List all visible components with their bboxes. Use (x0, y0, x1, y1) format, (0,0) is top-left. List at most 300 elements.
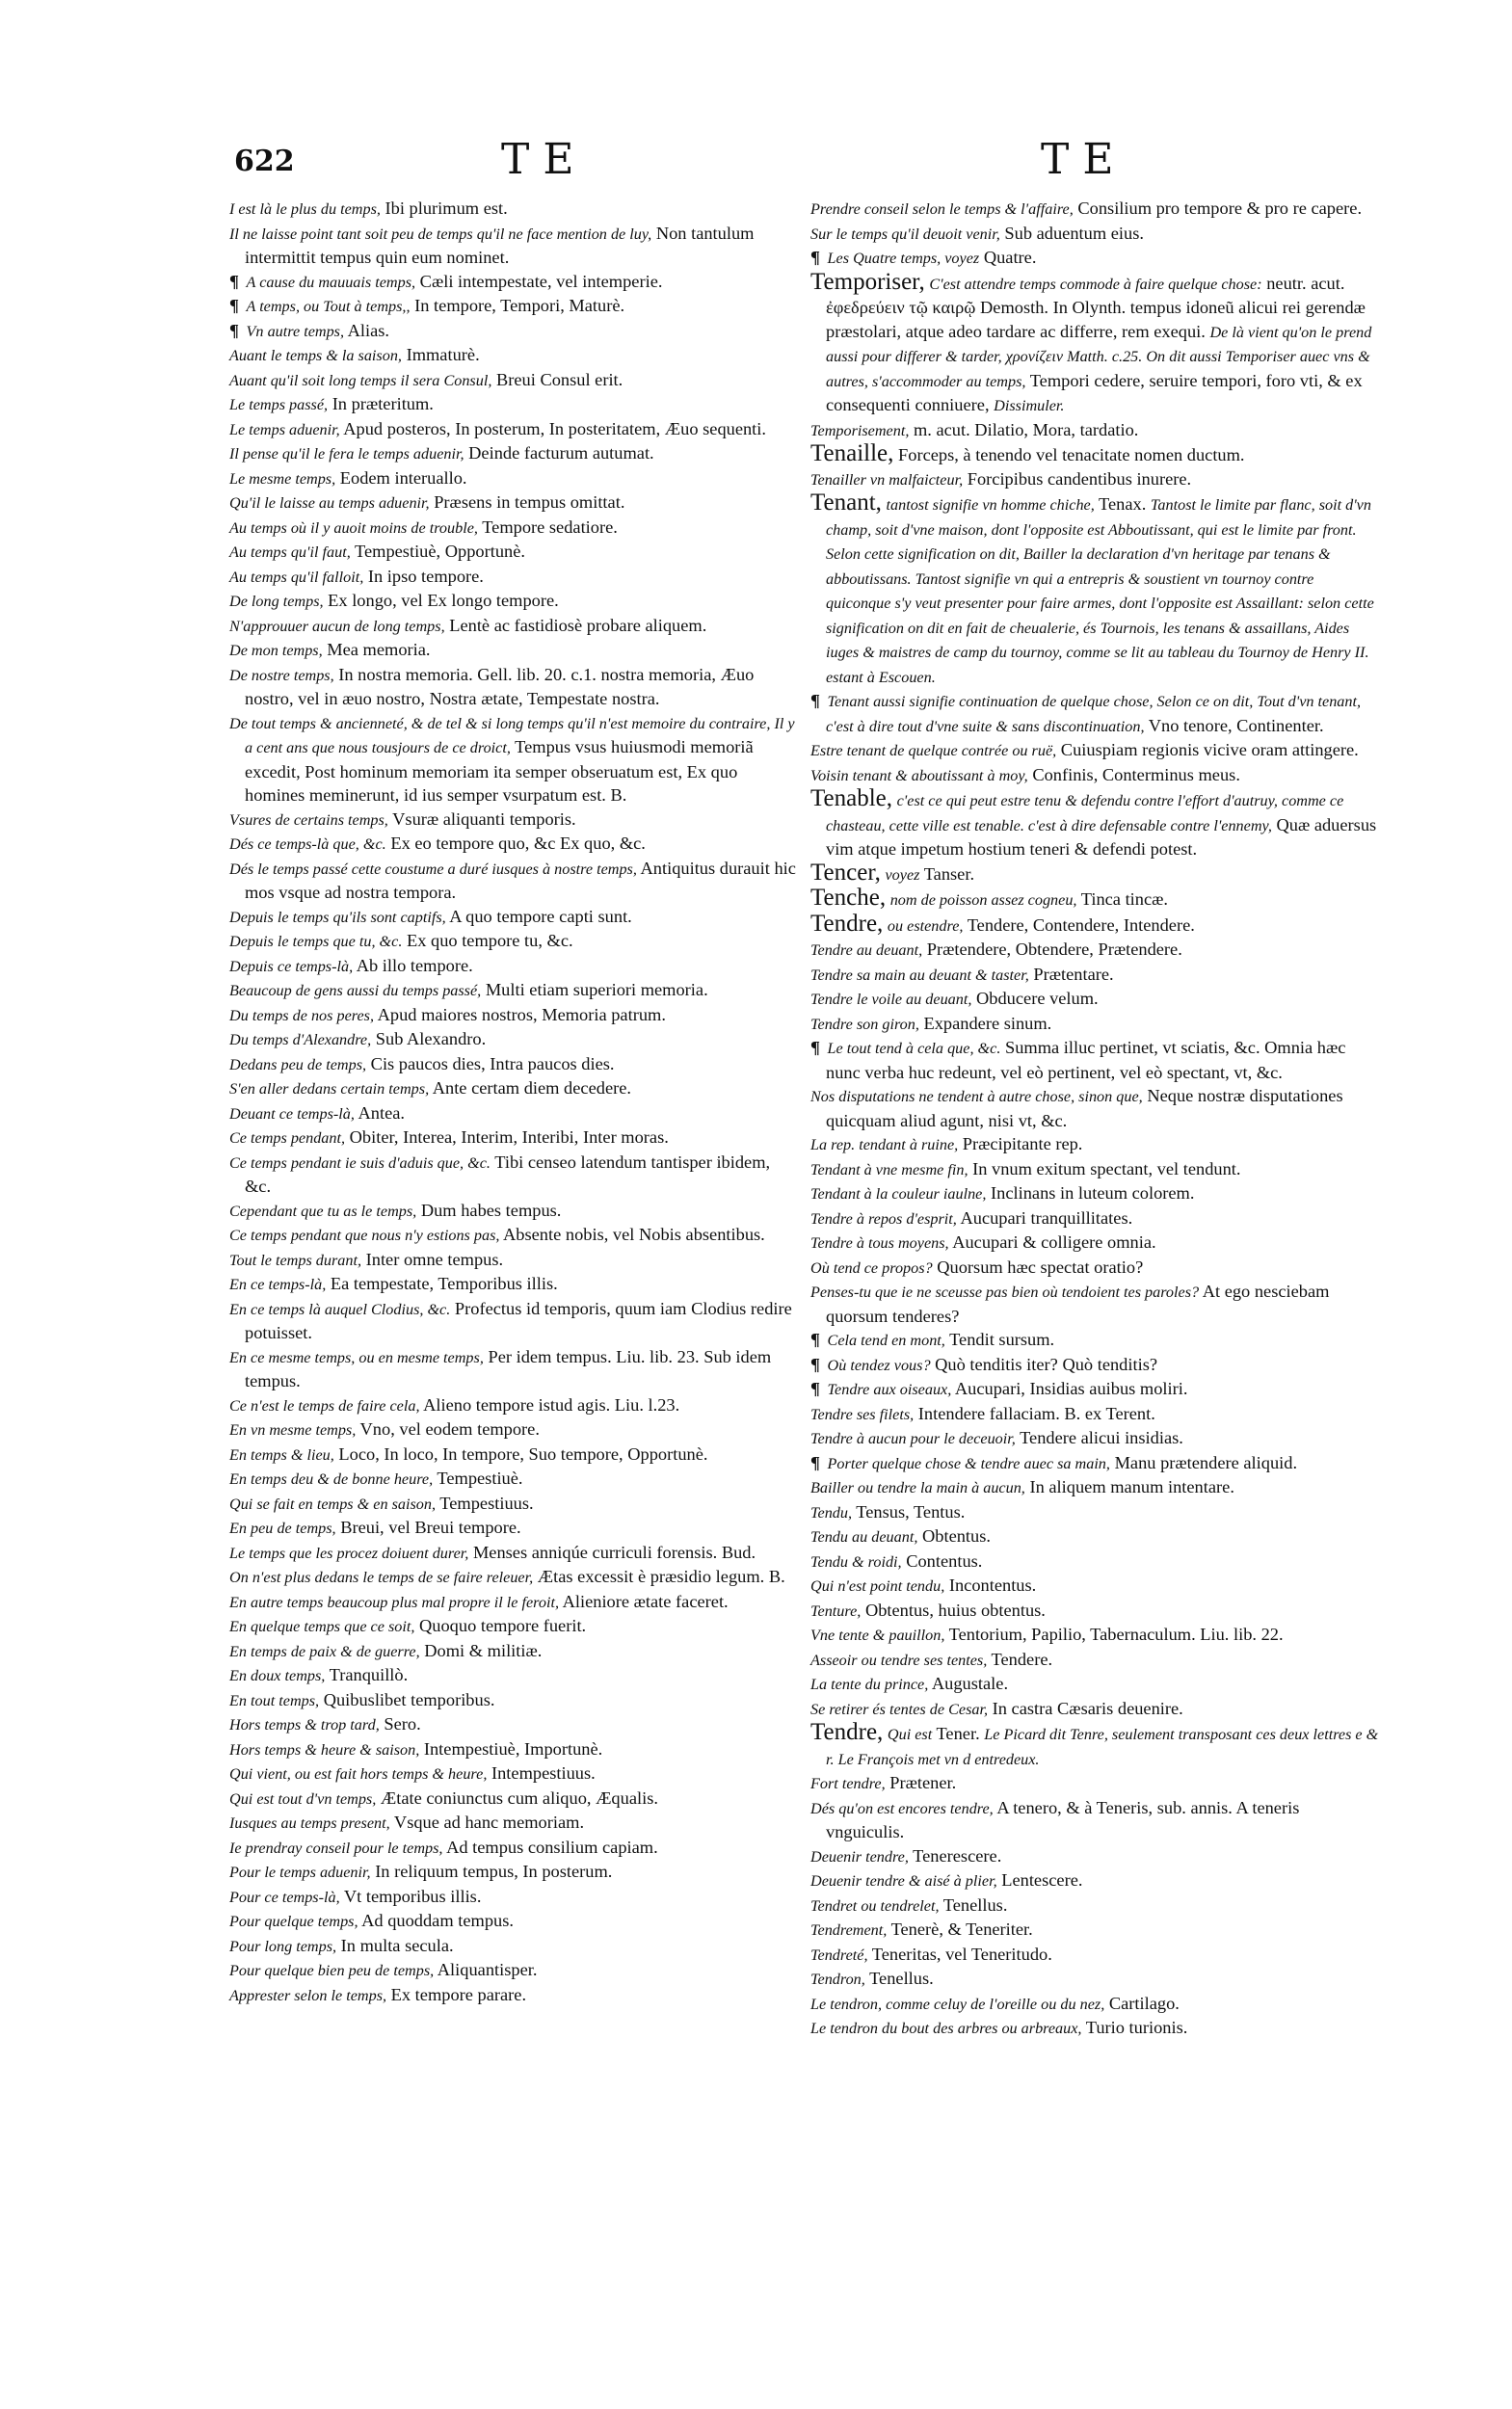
dictionary-entry (229, 1151, 796, 1199)
french-text: A temps, ou Tout à temps,, (246, 298, 411, 315)
latin-text: Inclinans in luteum colorem. (991, 1183, 1195, 1203)
latin-text: Tempestiuus. (439, 1493, 534, 1513)
dictionary-entry (229, 197, 796, 222)
latin-text: Augustale. (931, 1674, 1009, 1693)
latin-text: Cis paucos dies, Intra paucos dies. (370, 1053, 615, 1073)
latin-text: Ætas excessit è præsidio legum. B. (537, 1567, 785, 1586)
latin-text: In vnum exitum spectant, vel tendunt. (972, 1158, 1241, 1178)
pilcrow-mark: ¶ (810, 1452, 820, 1472)
french-text: A cause du mauuais temps, (246, 273, 416, 291)
latin-text: Tibi censeo latendum tantisper ibidem, &c. (245, 1152, 771, 1196)
french-text: Qui vient, ou est fait hors temps & heure, (229, 1765, 488, 1783)
dictionary-entry (229, 1590, 796, 1615)
french-text: Tendreté, (810, 1946, 868, 1964)
dictionary-entry (229, 857, 796, 905)
french-text: En peu de temps, (229, 1520, 336, 1537)
dictionary-entry (810, 963, 1381, 988)
latin-text: Lentè ac fastidiosè probare aliquem. (449, 615, 707, 635)
latin-text: Tenerè, & Teneriter. (890, 1919, 1033, 1939)
dictionary-entry (810, 1036, 1381, 1084)
dictionary-entry (810, 738, 1381, 763)
dictionary-entry (229, 954, 796, 979)
french-text: En ce temps là auquel Clodius, &c. (229, 1300, 451, 1318)
french-text: En vn mesme temps, (229, 1421, 357, 1439)
dictionary-entry (229, 1052, 796, 1077)
pilcrow-mark: ¶ (810, 1330, 820, 1349)
latin-text: ἐφεδρεύειν τῷ καιρῷ (826, 298, 976, 317)
dictionary-entry (810, 1549, 1381, 1575)
dictionary-entry (229, 663, 796, 711)
latin-text: Incontentus. (948, 1575, 1037, 1595)
latin-text: Vt temporibus illis. (343, 1886, 482, 1906)
french-text: En ce mesme temps, ou en mesme temps, (229, 1348, 484, 1366)
latin-text: Aucupari tranquillitates. (960, 1207, 1133, 1228)
french-text: Vsures de certains temps, (229, 810, 388, 829)
french-text: Tendrement, (810, 1921, 888, 1939)
dictionary-entry (810, 1992, 1381, 2017)
french-text: En tout temps, (229, 1691, 320, 1709)
french-text: Estre tenant de quelque contrée ou ruë, (810, 742, 1057, 759)
dictionary-entry (229, 368, 796, 393)
left-column (229, 197, 796, 2007)
dictionary-entry (229, 589, 796, 614)
french-text: En doux temps, (229, 1667, 326, 1684)
dictionary-entry (810, 1918, 1381, 1943)
french-text: De long temps, (229, 593, 324, 610)
latin-text: Teneritas, vel Teneritudo. (871, 1944, 1052, 1964)
dictionary-entry (810, 1868, 1381, 1893)
latin-text: Deinde facturum autumat. (468, 443, 654, 463)
latin-text: Multi etiam superiori memoria. (485, 980, 708, 999)
dictionary-entry (229, 1125, 796, 1151)
french-text: Où tendez vous? (827, 1356, 931, 1374)
french-text: Tendant à la couleur iaulne, (810, 1185, 987, 1203)
dictionary-entry (229, 1272, 796, 1297)
french-text: Le temps passé, (229, 396, 329, 413)
latin-text: Cuiuspiam regionis vicive oram attingere. (1060, 740, 1359, 759)
dictionary-entry (810, 1943, 1381, 1968)
latin-text: Profectus id temporis, quum iam Clodius redire potuisset. (245, 1298, 792, 1342)
dictionary-entry (229, 1516, 796, 1541)
latin-text: Quò tenditis iter? Quò tenditis? (935, 1354, 1158, 1374)
running-head-right: TE (1041, 135, 1127, 184)
dictionary-entry (229, 1467, 796, 1492)
french-text: Se retirer és tentes de Cesar, (810, 1700, 989, 1718)
dictionary-entry (229, 1958, 796, 1983)
latin-text: Vsuræ aliquanti temporis. (392, 808, 576, 829)
dictionary-entry (810, 1328, 1381, 1353)
latin-text: Quæ aduersus vim atque impetum hostium teneri & defendi potest. (826, 814, 1377, 859)
dictionary-entry (229, 417, 796, 442)
french-text: Beaucoup de gens aussi du temps passé, (229, 982, 482, 999)
latin-text: Domi & militiæ. (424, 1640, 543, 1660)
dictionary-entry (810, 763, 1381, 788)
dictionary-entry (229, 807, 796, 833)
latin-text: Consilium pro tempore & pro re capere. (1077, 199, 1363, 218)
latin-text: Apud maiores nostros, Memoria patrum. (377, 1004, 666, 1024)
latin-text: Dum habes tempus. (420, 1200, 562, 1220)
french-text: Nos disputations ne tendent à autre chose, sinon que, (810, 1088, 1143, 1105)
dictionary-entry (229, 1199, 796, 1224)
french-text: Tenailler vn malfaicteur, (810, 470, 964, 489)
dictionary-entry (810, 1771, 1381, 1796)
french-text: Vn autre temps, (246, 322, 345, 340)
dictionary-entry (810, 1451, 1381, 1476)
latin-text: At ego nesciebam quorsum tenderes? (826, 1282, 1330, 1326)
dictionary-entry (229, 294, 796, 319)
latin-text: In tempore, Tempori, Maturè. (414, 296, 625, 315)
dictionary-entry (229, 1811, 796, 1836)
dictionary-entry (229, 978, 796, 1003)
french-text: N'approuuer aucun de long temps, (229, 617, 445, 635)
latin-text: Tinca tincæ. (1080, 889, 1169, 909)
latin-text: Tensus, Tentus. (856, 1501, 966, 1522)
latin-text: Ætate coniunctus cum aliquo, Æqualis. (380, 1787, 658, 1808)
dictionary-entry (229, 638, 796, 663)
latin-text: Contentus. (906, 1550, 983, 1571)
pilcrow-mark: ¶ (810, 1354, 820, 1374)
latin-text: Inter omne tempus. (365, 1249, 504, 1269)
latin-text: Obiter, Interea, Interim, Interibi, Inter moras. (349, 1127, 669, 1147)
french-text: Vne tente & pauillon, (810, 1627, 945, 1644)
latin-text: Lentescere. (1001, 1870, 1083, 1890)
dictionary-entry (229, 490, 796, 516)
french-text: Au temps qu'il faut, (229, 543, 351, 561)
french-text: Tendre son giron, (810, 1015, 919, 1033)
french-text: Ce temps pendant ie suis d'aduis que, &c. (229, 1153, 491, 1172)
french-text: Tendre au deuant, (810, 941, 923, 959)
headword: Tenable, (810, 785, 893, 811)
dictionary-entry (229, 222, 796, 270)
dictionary-entry (229, 1565, 796, 1590)
headword: Tenant, (810, 490, 882, 516)
dictionary-entry (810, 910, 1381, 939)
dictionary-entry (229, 1983, 796, 2008)
french-text: Cela tend en mont, (827, 1332, 945, 1349)
running-head-left: TE (501, 135, 588, 184)
latin-text: Tempestiuè. (437, 1469, 523, 1488)
french-text: En temps de paix & de guerre, (229, 1642, 420, 1660)
latin-text: Ad quoddam tempus. (361, 1911, 514, 1930)
latin-text: Tenerescere. (913, 1845, 1002, 1866)
dictionary-entry (229, 1345, 796, 1393)
latin-text: Forceps, à tenendo vel tenacitate nomen ductum. (898, 445, 1245, 464)
latin-text: Sub Alexandro. (375, 1029, 487, 1048)
latin-text: In nostra memoria. Gell. lib. 20. c.1. nostra memoria, Æuo nostro, vel in æuo nostro, Nostra ætate, Tempestate nostra. (245, 664, 755, 708)
french-text: Tendre ses filets, (810, 1405, 915, 1423)
latin-text: Ab illo tempore. (356, 955, 473, 975)
french-text: Qui est tout d'vn temps, (229, 1789, 377, 1808)
latin-text: Manu prætendere aliquid. (1114, 1452, 1298, 1472)
french-text: Tendant à vne mesme fin, (810, 1160, 968, 1178)
dictionary-entry (229, 343, 796, 368)
french-text: Tantost le limite par flanc, soit d'vn champ, soit d'vne maison, dont l'opposite est Abboutissant, qui est le limite par front. Selon cette signification on dit, Bailler la declaration d'vn heritage par tenans & abboutissans. Tantost signifie vn qui a entrepris & soustient vn tournoy contre quiconque s'y veut presenter pour faire armes, dont l'opposite est Assaillant: selon cette signification on dit en fait de cheualerie, és Tournois, les tenans & assaillans, Aides iuges & maistres de camp du tournoy, comme se lit au tableau du Tournoy de Henry II. estant à Escouen. (826, 496, 1374, 686)
latin-text: Tendere. (991, 1649, 1053, 1669)
dictionary-entry (229, 1639, 796, 1664)
latin-text: Vsque ad hanc memoriam. (393, 1813, 585, 1832)
dictionary-entry (229, 1027, 796, 1052)
dictionary-entry (810, 1084, 1381, 1132)
dictionary-entry (810, 2016, 1381, 2041)
french-text: Le tendron, comme celuy de l'oreille ou du nez, (810, 1995, 1105, 2013)
latin-text: A tenero, & à Teneris, sub. annis. A teneris vnguiculis. (826, 1797, 1300, 1841)
dictionary-entry (810, 222, 1381, 247)
dictionary-entry (810, 1796, 1381, 1844)
dictionary-entry (229, 614, 796, 639)
latin-text: Tempori cedere, seruire tempori, foro vti, & ex consequenti conniuere, (826, 370, 1363, 414)
dictionary-entry (229, 1909, 796, 1934)
french-text: Deuenir tendre & aisé à plier, (810, 1872, 997, 1890)
latin-text: Quatre. (983, 248, 1037, 267)
dictionary-entry (810, 689, 1381, 738)
latin-text: Aliquantisper. (437, 1960, 538, 1979)
french-text: Dissimuler. (994, 397, 1065, 414)
latin-text: Intendere fallaciam. B. ex Terent. (917, 1403, 1155, 1423)
french-text: Tendret ou tendrelet, (810, 1896, 940, 1915)
pilcrow-mark: ¶ (810, 1038, 820, 1057)
latin-text: Tenellus. (942, 1894, 1008, 1915)
french-text: Iusques au temps present, (229, 1814, 390, 1832)
french-text: S'en aller dedans certain temps, (229, 1080, 430, 1098)
dictionary-entry (810, 1524, 1381, 1549)
headword: Tencer, (810, 859, 881, 886)
dictionary-entry (229, 711, 796, 807)
dictionary-entry (229, 516, 796, 541)
dictionary-entry (810, 1721, 1381, 1771)
latin-text: Demosth. In Olynth. tempus idoneũ alicui rei gerendæ præstolari, atque adeo tardare ac differre, rem exequi. (826, 298, 1366, 341)
french-text: Depuis le temps qu'ils sont captifs, (229, 908, 446, 926)
latin-text: Tentorium, Papilio, Tabernaculum. Liu. lib. 22. (948, 1625, 1284, 1644)
latin-text: Ea tempestate, Temporibus illis. (330, 1274, 558, 1293)
french-text: Asseoir ou tendre ses tentes, (810, 1651, 988, 1669)
latin-text: Prætendere, Obtendere, Prætendere. (926, 940, 1182, 959)
dictionary-entry (229, 1443, 796, 1468)
latin-text: Intempestiuè, Importunè. (423, 1738, 603, 1759)
latin-text: Antiquitus durauit hic mos vsque ad nostra tempora. (245, 858, 796, 902)
dictionary-entry (229, 441, 796, 466)
french-text: Pour ce temps-là, (229, 1888, 340, 1906)
right-column (810, 197, 1381, 2041)
french-text: Le temps aduenir, (229, 420, 340, 438)
french-text: Qui est (887, 1726, 933, 1743)
latin-text: Ex eo tempore quo, &c Ex quo, &c. (390, 834, 646, 853)
french-text: Ce temps pendant que nous n'y estions pas, (229, 1227, 500, 1244)
latin-text: Absente nobis, vel Nobis absentibus. (503, 1225, 765, 1244)
french-text: Le mesme temps, (229, 469, 336, 488)
latin-text: Tenax. (1099, 494, 1147, 514)
french-text: Il pense qu'il le fera le temps aduenir, (229, 445, 464, 463)
latin-text: In præteritum. (332, 394, 434, 413)
french-text: Tenant aussi signifie continuation de quelque chose, Selon ce on dit, Tout d'vn tenant, c'est à dire tout d'vne suite & sans discontinuation, (826, 693, 1362, 735)
french-text: Temporisement, (810, 421, 910, 439)
latin-text: Alieniore ætate faceret. (562, 1591, 729, 1611)
french-text: Qui se fait en temps & en saison, (229, 1495, 437, 1513)
dictionary-entry (810, 1475, 1381, 1500)
latin-text: Loco, In loco, In tempore, Suo tempore, Opportunè. (338, 1443, 708, 1464)
dictionary-entry (810, 1672, 1381, 1697)
dictionary-entry (229, 832, 796, 857)
latin-text: Ad tempus consilium capiam. (446, 1837, 658, 1857)
latin-text: In multa secula. (340, 1935, 454, 1955)
headword: Tenaille, (810, 440, 894, 466)
latin-text: Aucupari & colligere omnia. (952, 1232, 1156, 1252)
french-text: Tendu au deuant, (810, 1528, 918, 1546)
dictionary-entry (229, 540, 796, 565)
french-text: En temps deu & de bonne heure, (229, 1470, 434, 1488)
latin-text: Tendit sursum. (949, 1330, 1055, 1349)
pilcrow-mark: ¶ (810, 691, 820, 710)
latin-text: Neque nostræ disputationes quicquam aliud agunt, nisi vt, &c. (826, 1086, 1343, 1130)
dictionary-entry (229, 1417, 796, 1443)
french-text: Le Picard dit Tenre, seulement transposant ces deux lettres e & r. Le François met vn d entredeux. (826, 1726, 1379, 1768)
french-text: Tendre à repos d'esprit, (810, 1209, 957, 1228)
latin-text: Forcipibus candentibus inurere. (967, 468, 1192, 489)
french-text: Hors temps & heure & saison, (229, 1740, 420, 1759)
french-text: Les Quatre temps, voyez (827, 250, 980, 267)
dictionary-entry (229, 905, 796, 930)
dictionary-entry (810, 1574, 1381, 1599)
french-text: Auant qu'il soit long temps il sera Consul, (229, 371, 492, 389)
latin-text: Expandere sinum. (923, 1013, 1052, 1033)
dictionary-entry (229, 1688, 796, 1713)
dictionary-entry (810, 787, 1381, 861)
dictionary-entry (229, 1885, 796, 1910)
dictionary-entry (810, 467, 1381, 492)
dictionary-entry (229, 1003, 796, 1028)
french-text: Le temps que les procez doiuent durer, (229, 1544, 469, 1562)
latin-text: Sub aduentum eius. (1004, 223, 1144, 243)
dictionary-entry (229, 1297, 796, 1345)
dictionary-entry (810, 1648, 1381, 1673)
dictionary-entry (229, 1663, 796, 1688)
dictionary-entry (229, 929, 796, 954)
pilcrow-mark: ¶ (229, 320, 239, 340)
french-text: Au temps qu'il falloit, (229, 568, 364, 586)
french-text: Le tout tend à cela que, &c. (827, 1040, 1001, 1057)
french-text: Pour quelque temps, (229, 1913, 358, 1930)
french-text: Fort tendre, (810, 1775, 886, 1792)
french-text: Hors temps & trop tard, (229, 1716, 380, 1734)
headword: Tendre, (810, 1719, 884, 1745)
dictionary-entry (810, 938, 1381, 963)
latin-text: Summa illuc pertinet, vt sciatis, &c. Omnia hæc nunc verba huc redeunt, vel eò pertinent, vel eò spectant, vt, &c. (826, 1038, 1346, 1082)
latin-text: Tempore sedatiore. (482, 516, 618, 537)
french-text: c'est ce qui peut estre tenu & defendu contre l'effort d'autruy, comme ce chasteau, cette ville est tenable. c'est à dire defensable contre l'ennemy, (826, 792, 1344, 834)
dictionary-entry (810, 1893, 1381, 1919)
french-text: Ie prendray conseil pour le temps, (229, 1839, 443, 1857)
dictionary-entry (810, 1426, 1381, 1451)
latin-text: Aucupari, Insidias auibus moliri. (954, 1379, 1188, 1398)
latin-text: Tendere alicui insidias. (1020, 1428, 1183, 1447)
pilcrow-mark: ¶ (229, 271, 239, 291)
latin-text: Mea memoria. (327, 640, 431, 659)
dictionary-entry (810, 1377, 1381, 1402)
french-text: Tendron, (810, 1971, 865, 1988)
french-text: Du temps de nos peres, (229, 1006, 375, 1024)
dictionary-entry (229, 270, 796, 295)
latin-text: Tempestiuè, Opportunè. (355, 542, 525, 561)
french-text: Penses-tu que ie ne sceusse pas bien où tendoient tes paroles? (810, 1284, 1200, 1301)
latin-text: Per idem tempus. Liu. lib. 23. Sub idem tempus. (245, 1346, 772, 1390)
french-text: La tente du prince, (810, 1676, 929, 1693)
dictionary-entry (229, 1787, 796, 1812)
french-text: Dés ce temps-là que, &c. (229, 835, 386, 853)
french-text: Apprester selon le temps, (229, 1986, 387, 2004)
french-text: Prendre conseil selon le temps & l'affaire, (810, 200, 1074, 218)
french-text: Tendre à aucun pour le deceuoir, (810, 1430, 1016, 1447)
page-number: 622 (234, 145, 295, 178)
dictionary-entry (810, 1132, 1381, 1157)
latin-text: Alias. (347, 320, 390, 340)
dictionary-entry (229, 1860, 796, 1885)
dictionary-entry (810, 1844, 1381, 1869)
french-text: De nostre temps, (229, 666, 334, 684)
french-text: Auant le temps & la saison, (229, 347, 402, 364)
dictionary-entry (810, 1280, 1381, 1328)
french-text: En autre temps beaucoup plus mal propre il le feroit, (229, 1593, 559, 1611)
french-text: Tendu, (810, 1503, 853, 1522)
french-text: Tendre aux oiseaux, (827, 1381, 952, 1398)
dictionary-entry (810, 1256, 1381, 1281)
french-text: voyez (885, 865, 920, 884)
latin-text: Tendere, Contendere, Intendere. (967, 914, 1195, 935)
latin-text: Prætener. (889, 1773, 957, 1792)
latin-text: Confinis, Conterminus meus. (1032, 764, 1240, 784)
dictionary-entry (810, 1500, 1381, 1525)
latin-text: Tener. (936, 1724, 980, 1743)
dictionary-entry (810, 1181, 1381, 1206)
dictionary-entry (810, 1967, 1381, 1992)
french-text: Deuenir tendre, (810, 1847, 909, 1866)
french-text: Où tend ce propos? (810, 1258, 933, 1277)
dictionary-entry (810, 268, 1381, 418)
latin-text: Tranquillò. (329, 1665, 409, 1684)
french-text: Bailler ou tendre la main à aucun, (810, 1479, 1025, 1496)
latin-text: Breui, vel Breui tempore. (340, 1518, 521, 1537)
dictionary-entry (810, 197, 1381, 222)
french-text: Porter quelque chose & tendre auec sa main, (827, 1454, 1110, 1472)
dictionary-entry (810, 1157, 1381, 1182)
french-text: Tendu & roidi, (810, 1552, 902, 1571)
latin-text: Sero. (384, 1714, 421, 1734)
latin-text: Apud posteros, In posterum, In posteritatem, Æuo sequenti. (343, 418, 767, 438)
dictionary-entry (810, 1353, 1381, 1378)
latin-text: Menses anniqúe curriculi forensis. Bud. (472, 1542, 756, 1562)
dictionary-entry (229, 1934, 796, 1959)
dictionary-entry (810, 987, 1381, 1012)
latin-text: Obducere velum. (976, 989, 1099, 1008)
french-text: Qu'il le laisse au temps aduenir, (229, 494, 430, 512)
french-text: Le tendron du bout des arbres ou arbreaux, (810, 2020, 1082, 2037)
latin-text: Quoquo tempore fuerit. (419, 1616, 587, 1635)
latin-text: Ex longo, vel Ex longo tempore. (328, 591, 559, 610)
french-text: On n'est plus dedans le temps de se faire releuer, (229, 1569, 534, 1586)
latin-text: Quibuslibet temporibus. (323, 1689, 495, 1709)
french-text: De là vient qu'on le prend aussi pour differer & tarder, χρονίζειν Matth. c.25. On dit aussi Temporiser auec vns & autres, s'accommoder au temps, (826, 323, 1372, 390)
latin-text: Non tantulum intermittit tempus quin eum nominet. (245, 223, 755, 267)
dictionary-entry (810, 246, 1381, 271)
dictionary-entry (229, 1101, 796, 1126)
latin-text: Breui Consul erit. (495, 369, 623, 389)
french-text: Deuant ce temps-là, (229, 1104, 355, 1123)
latin-text: Ex quo tempore tu, &c. (406, 931, 573, 950)
latin-text: In reliquum tempus, In posterum. (375, 1862, 613, 1881)
french-text: nom de poisson assez cogneu, (889, 891, 1077, 909)
french-text: En quelque temps que ce soit, (229, 1618, 415, 1635)
pilcrow-mark: ¶ (810, 248, 820, 267)
french-text: Au temps où il y auoit moins de trouble, (229, 518, 478, 537)
pilcrow-mark: ¶ (810, 1379, 820, 1398)
